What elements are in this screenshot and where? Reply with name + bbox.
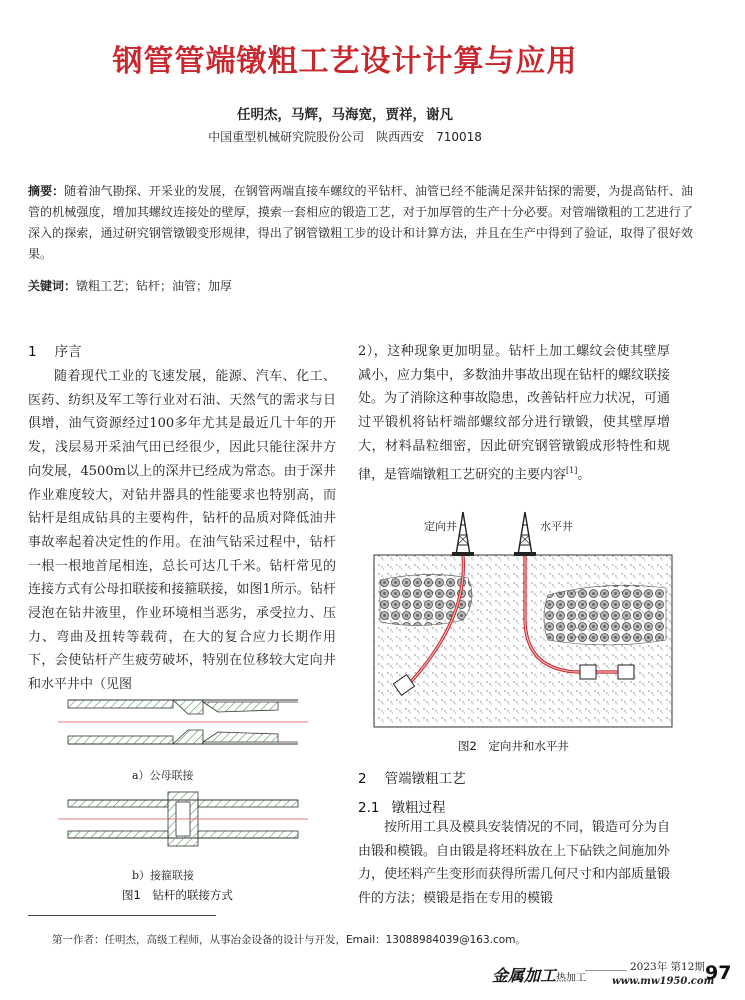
reference-marker: [1] — [566, 465, 578, 475]
page-number: 97 — [705, 962, 732, 984]
section-1-title: 序言 — [54, 344, 82, 360]
keywords-label: 关键词： — [28, 279, 77, 293]
figure-2-drawing — [368, 500, 678, 732]
right-column-text: 2），这种现象更加明显。钻杆上加工螺纹会使其壁厚减小，应力集中，多数油井事故出现在钻杆的螺纹联接处。为了消除这种事故隐患，改善钻杆应力状况，可通过平锻机将钻杆端部螺纹部分进行镦锻，使其壁厚增大，材料晶粒细密，因此研究钢管镦锻成形特性和规律，是管端镦粗工艺研究的主要内容[1]。 — [358, 344, 671, 482]
figure-1a-subcaption: a）公母联接 — [132, 769, 194, 782]
figure-2-label-directional: 定向井 — [424, 520, 457, 533]
section-2-title: 管端镦粗工艺 — [384, 771, 466, 787]
coupling-joint — [58, 792, 308, 846]
section-1-number: 1 — [28, 344, 37, 360]
footer-rule — [585, 970, 627, 971]
section-1-paragraph — [28, 365, 336, 697]
horizontal-well-bit — [580, 665, 596, 679]
figure-2-caption: 图2 定向井和水平井 — [458, 739, 569, 753]
pin-box-joint — [58, 700, 308, 744]
figure-2-label-horizontal: 水平井 — [540, 520, 573, 533]
horizontal-well-end — [618, 665, 634, 679]
right-column-paragraph — [358, 340, 670, 487]
figure-1-caption: 图1 钻杆的联接方式 — [122, 888, 233, 902]
rock-layer-right — [544, 585, 666, 645]
section-2-1-text: 按所用工具及模具安装情况的不同，锻造可分为自由锻和模锻。自由锻是将坯料放在上下砧铁之间施加外力，使坯料产生变形而获得所需几何尺寸和内部质量锻件的方法；模锻是指在专用的模锻 — [358, 820, 671, 907]
section-1-text: 随着现代工业的飞速发展，能源、汽车、化工、医药、纺织及军工等行业对石油、天然气的需求与日俱增，油气资源经过100多年尤其是最近几十年的开发，浅层易开采油气田已经很少，因此只能往深井方向发展，4500m以上的深井已经成为常态。由于深井作业难度较大，对钻井器具的性能要求也特别高，而钻杆是组成钻具的主要构件，钻杆的品质对降低油井事故率起着决定性的作用。在油气钻采过程中，钻杆一根一根地首尾相连，总长可达几千米。钻杆常见的连接方式有公母扣联接和接箍联接，如图1所示。钻杆浸泡在钻井液里，作业环境相当恶劣，承受拉力、压力、弯曲及扭转等载荷，在大的复合应力长期作用下，会使钻杆产生疲劳破坏，特别在位移较大定向井和水平井中（见图 — [28, 369, 336, 693]
article-authors: 任明杰，马辉，马海宽，贾祥，谢凡 — [237, 107, 453, 123]
figure-1-drawing — [28, 688, 338, 893]
section-2-heading — [358, 767, 466, 787]
journal-url: www.mw1950.com — [612, 976, 715, 987]
keywords — [28, 277, 693, 294]
abstract-text: 随着油气勘探、开采业的发展，在钢管两端直接车螺纹的平钻杆、油管已经不能满足深井钻探的需要，为提高钻杆、油管的机械强度，增加其螺纹连接处的壁厚，摸索一套相应的锻造工艺，对于加厚管的生产十分必要。对管端镦粗的工艺进行了深入的探索，通过研究钢管镦锻变形规律，得出了钢管镦粗工步的设计和计算方法，并且在生产中得到了验证，取得了很好效果。 — [28, 184, 693, 261]
horizontal-derrick-icon — [514, 512, 536, 556]
section-2-number: 2 — [358, 771, 367, 787]
section-2-1-number: 2.1 — [358, 800, 380, 816]
journal-logo: 金属加工热加工 — [492, 966, 587, 985]
figure-1b-subcaption: b）接箍联接 — [132, 869, 195, 882]
keywords-text: 镦粗工艺；钻杆；油管；加厚 — [76, 279, 233, 293]
section-2-1-paragraph — [358, 816, 670, 911]
footnote-rule — [28, 915, 216, 916]
abstract — [28, 181, 693, 265]
footnote: 第一作者：任明杰，高级工程师，从事冶金设备的设计与开发，Email：13088984039@163.com。 — [52, 934, 526, 946]
article-title: 钢管管端镦粗工艺设计计算与应用 — [112, 44, 578, 79]
journal-issue: 2023年 第12期 — [630, 961, 705, 973]
section-2-1-title: 镦粗过程 — [391, 800, 446, 816]
journal-logo-sub: 热加工 — [556, 973, 587, 984]
abstract-label: 摘要： — [28, 184, 65, 198]
section-1-heading — [28, 340, 82, 360]
section-2-1-heading — [358, 796, 445, 816]
article-affiliation: 中国重型机械研究院股份公司 陕西西安 710018 — [208, 130, 482, 144]
